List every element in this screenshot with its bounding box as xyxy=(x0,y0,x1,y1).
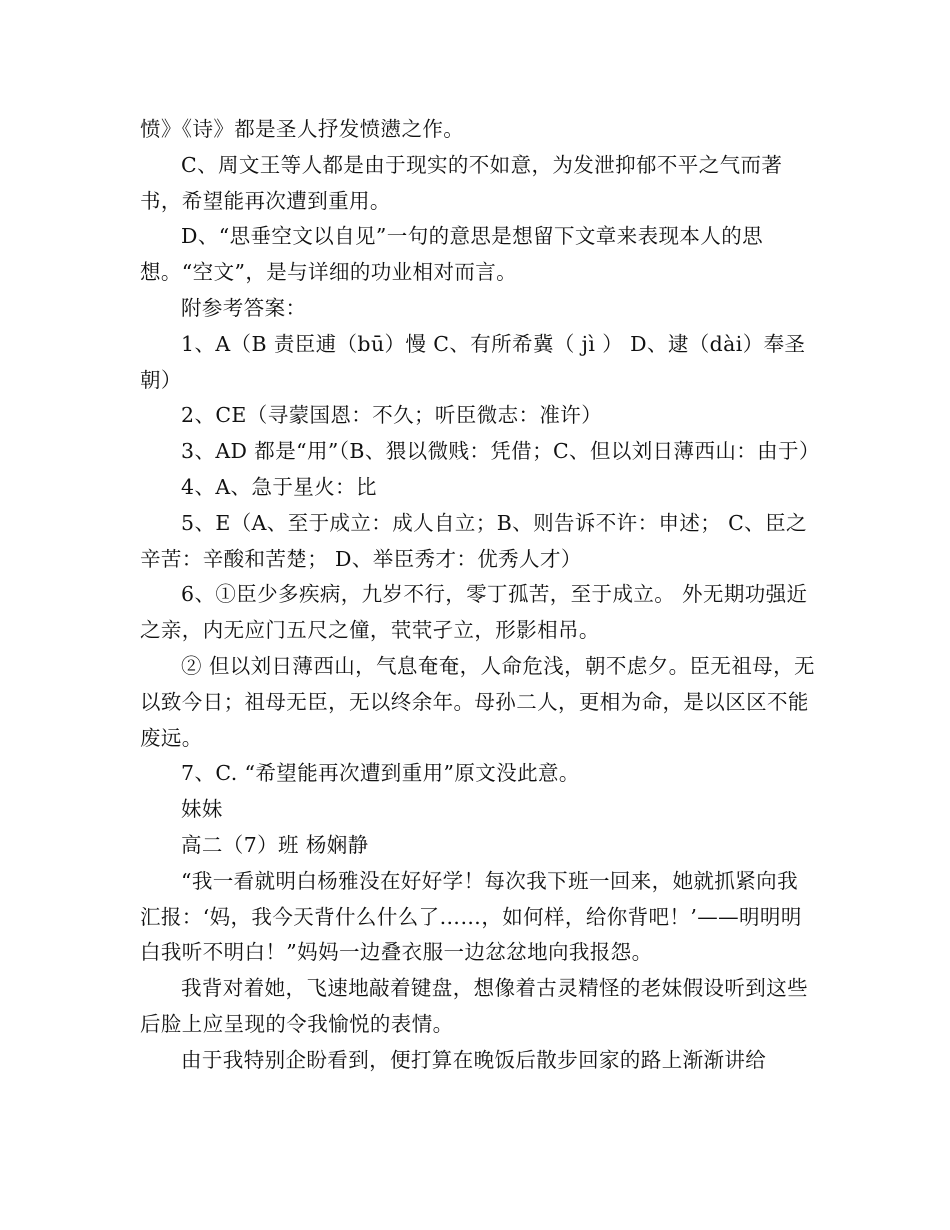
paragraph-option-d: D、“思垂空文以自见”一句的意思是想留下文章来表现本人的思想。“空文”，是与详细的功业相对而言。 xyxy=(140,224,763,285)
answer-item-7: 7、C. “希望能再次遭到重用”原文没此意。 xyxy=(181,761,580,786)
answer-item-6-part-2: ② 但以刘日薄西山，气息奄奄，人命危浅，朝不虑夕。臣无祖母，无以致今日；祖母无臣，无以终余年。母孙二人，更相为命，是以区区不能废远。 xyxy=(140,653,815,750)
answer-item-4: 4、A、急于星火：比 xyxy=(181,474,377,499)
essay-title: 妹妹 xyxy=(181,797,223,822)
essay-author: 高二（7）班 杨娴静 xyxy=(181,832,369,857)
essay-paragraph-2: 我背对着她，飞速地敲着键盘，想像着古灵精怪的老妹假设听到这些后脸上应呈现的令我愉悦的表情。 xyxy=(140,976,808,1036)
answer-item-5: 5、E（A、至于成立：成人自立；B、则告诉不许：申述； C、臣之辛苦：辛酸和苦楚； D、举臣秀才：优秀人才） xyxy=(140,510,807,571)
paragraph-continuation: 愤》《诗》都是圣人抒发愤懑之作。 xyxy=(140,117,465,141)
answer-item-1: 1、A（B 责臣逋（bū）慢 C、有所希冀（ jì ） D、逮（dài）奉圣朝） xyxy=(140,331,806,392)
answer-key-heading: 附参考答案： xyxy=(181,295,307,320)
answer-item-2: 2、CE（寻蒙国恩：不久；听臣微志：准许） xyxy=(181,403,603,428)
paragraph-option-c: C、周文王等人都是由于现实的不如意，为发泄抑郁不平之气而著书，希望能再次遭到重用。 xyxy=(140,152,783,213)
essay-paragraph-3: 由于我特别企盼看到，便打算在晚饭后散步回家的路上渐渐讲给 xyxy=(181,1047,767,1072)
document-body xyxy=(140,112,820,1079)
essay-paragraph-1: “我一看就明白杨雅没在好好学！每次我下班一回来，她就抓紧向我汇报：‘妈，我今天背什么什么了……，如何样，给你背吧！’——明明明白我听不明白！”妈妈一边叠衣服一边忿忿地向我报怨。 xyxy=(140,868,802,965)
answer-item-3: 3、AD 都是“用”（B、猥以微贱：凭借；C、但以刘日薄西山：由于） xyxy=(181,439,820,464)
answer-item-6-part-1: 6、①臣少多疾病，九岁不行，零丁孤苦，至于成立。 外无期功强近之亲，内无应门五尺之僮，茕茕孑立，形影相吊。 xyxy=(140,582,808,643)
